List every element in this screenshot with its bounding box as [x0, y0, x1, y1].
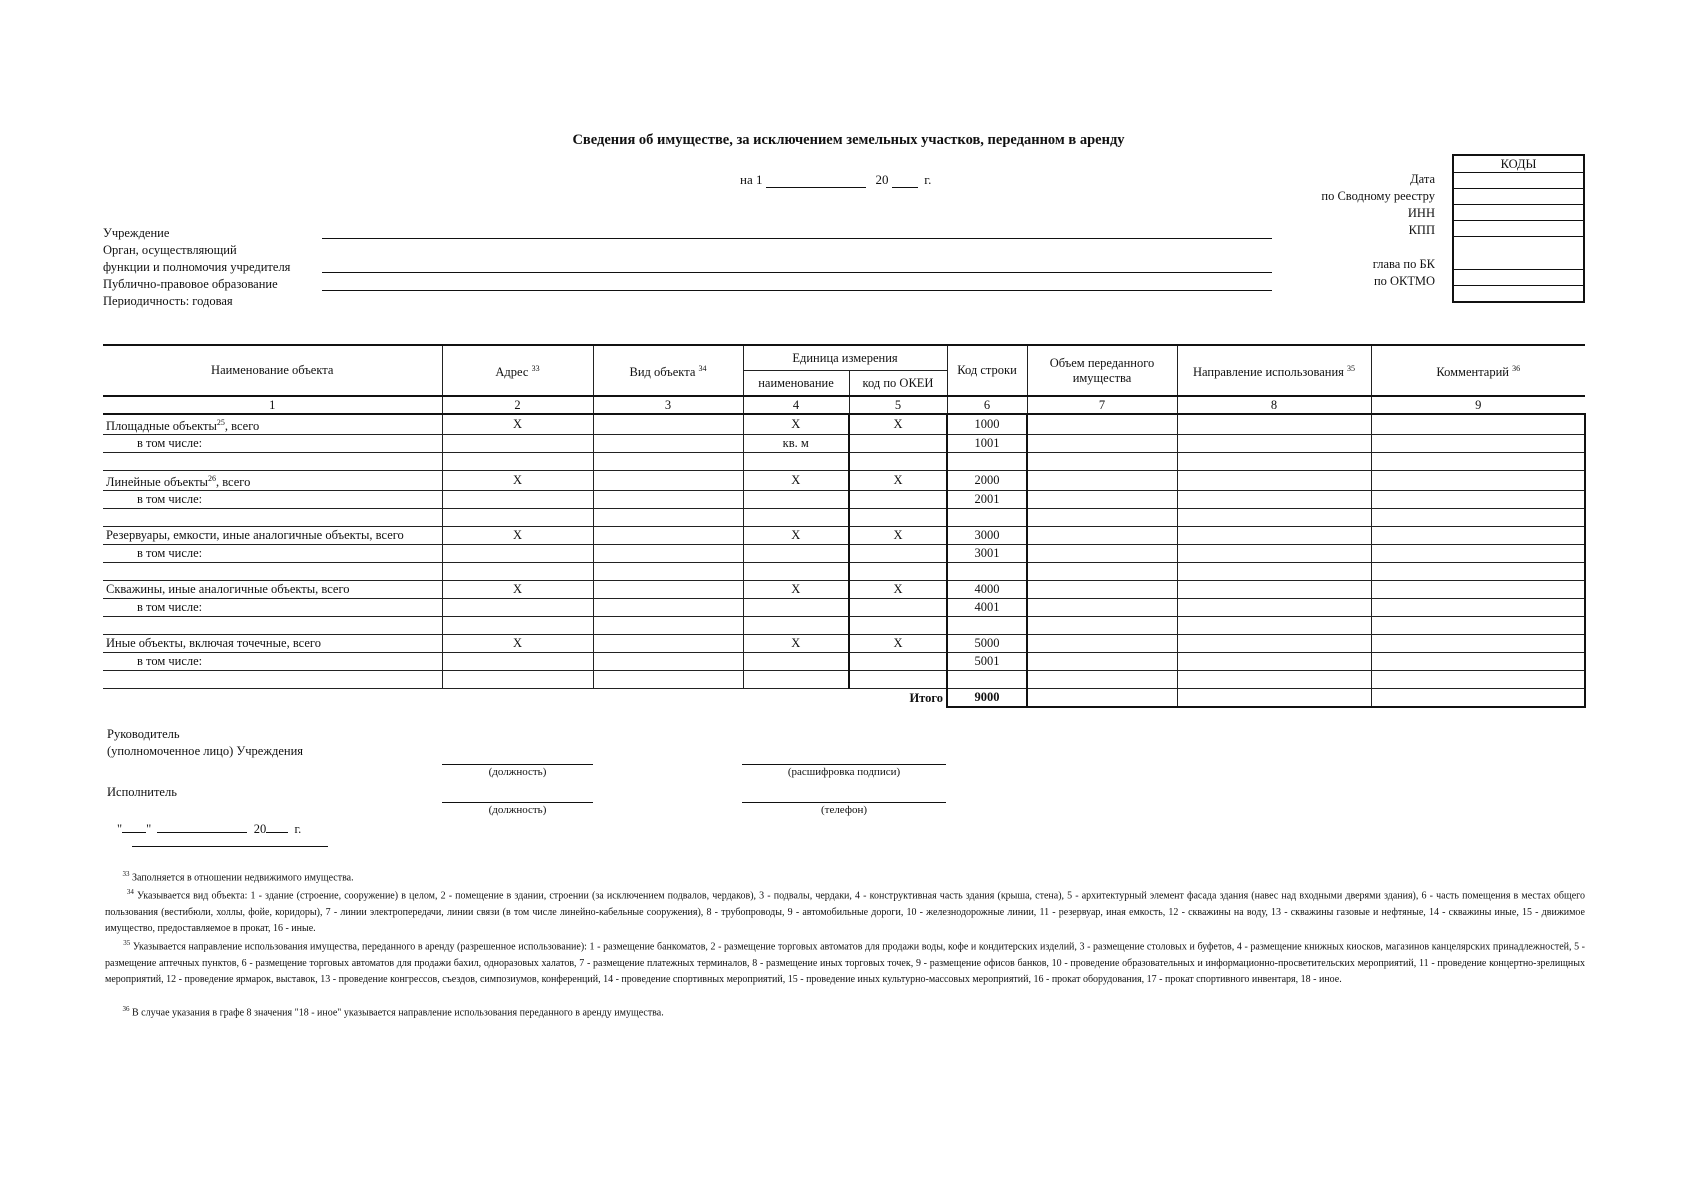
blank-address-cell[interactable] — [442, 617, 593, 635]
blank-name-cell — [103, 671, 442, 689]
sub-volume-cell[interactable] — [1027, 599, 1177, 617]
blank-code-cell[interactable] — [947, 563, 1027, 581]
sub-type-cell[interactable] — [593, 491, 743, 509]
sub-direction-cell[interactable] — [1177, 545, 1371, 563]
executor-label: Исполнитель — [107, 785, 177, 799]
group-comment-cell[interactable] — [1371, 414, 1585, 435]
blank-code-cell[interactable] — [947, 509, 1027, 527]
group-address-x: X — [442, 471, 593, 491]
total-direction-cell[interactable] — [1177, 689, 1371, 708]
sub-unit-name[interactable] — [743, 545, 849, 563]
blank-volume-cell[interactable] — [1027, 617, 1177, 635]
group-direction-cell[interactable] — [1177, 414, 1371, 435]
code-kpp-cell[interactable] — [1453, 221, 1584, 237]
report-date-line — [740, 172, 931, 188]
sub-comment-cell[interactable] — [1371, 653, 1585, 671]
group-address-x: X — [442, 581, 593, 599]
blank-name-cell — [103, 453, 442, 471]
group-okei-x: X — [849, 471, 947, 491]
group-line-code: 5000 — [947, 635, 1027, 653]
blank-name-cell — [103, 617, 442, 635]
blank-type-cell[interactable] — [593, 617, 743, 635]
date-year-prefix: 20 — [875, 172, 889, 187]
sub-comment-cell[interactable] — [1371, 435, 1585, 453]
col-num: 1 — [103, 396, 442, 414]
blank-type-cell[interactable] — [593, 453, 743, 471]
head-position-field[interactable] — [442, 764, 593, 765]
group-unit-x: X — [743, 527, 849, 545]
blank-okei-cell[interactable] — [849, 453, 947, 471]
blank-unit-cell[interactable] — [743, 453, 849, 471]
sub-volume-cell[interactable] — [1027, 491, 1177, 509]
blank-comment-cell[interactable] — [1371, 671, 1585, 689]
group-okei-x: X — [849, 635, 947, 653]
kpp-code-label: КПП — [1408, 223, 1435, 237]
group-name: Иные объекты, включая точечные, всего — [103, 635, 442, 653]
group-line-code: 3000 — [947, 527, 1027, 545]
executor-phone-caption: (телефон) — [820, 804, 868, 816]
group-type-cell[interactable] — [593, 527, 743, 545]
sub-unit-name[interactable] — [743, 599, 849, 617]
group-type-cell[interactable] — [593, 471, 743, 491]
blank-unit-cell[interactable] — [743, 671, 849, 689]
sub-address-cell[interactable] — [442, 435, 593, 453]
sub-line-code: 1001 — [947, 435, 1027, 453]
group-address-x: X — [442, 635, 593, 653]
group-direction-cell[interactable] — [1177, 635, 1371, 653]
group-volume-cell[interactable] — [1027, 471, 1177, 491]
header-direction: Направление использования $^{35}$ — [1177, 345, 1371, 396]
group-rows — [103, 414, 1585, 689]
sub-type-cell[interactable] — [593, 435, 743, 453]
organ-label-line1: Орган, осуществляющий — [103, 243, 237, 257]
head-position-caption: (должность) — [488, 766, 547, 778]
blank-code-cell[interactable] — [947, 671, 1027, 689]
date-day-month-field[interactable] — [766, 173, 866, 188]
blank-comment-cell[interactable] — [1371, 563, 1585, 581]
code-registry-cell[interactable] — [1453, 189, 1584, 205]
group-direction-cell[interactable] — [1177, 527, 1371, 545]
group-comment-cell[interactable] — [1371, 581, 1585, 599]
date-suffix: г. — [924, 172, 932, 187]
code-glava-cell[interactable] — [1453, 237, 1584, 270]
blank-type-cell[interactable] — [593, 671, 743, 689]
footnote-34: $^{34}$ Указывается вид объекта: 1 - здание (строение, сооружение) в целом, 2 - помещение в здании, строении (за исключением подвалов, чердаков), 3 - подвалы, чердаки, 4 - конструктивная часть здания (крыша, стена), 5 - архитектурный элемент фасада здания (навес над входными дверями здания), 6 - часть помещения в местах общего пользования (вестибюли, холлы, фойе, коридоры), 7 - линии электропередачи, линии связи (в том числе линейно-кабельные сооружения), 8 - трубопроводы, 9 - автомобильные дороги, 10 - железнодорожные линии, 11 - резервуар, иная емкость, 12 - скважины на воду, 13 - скважины газовые и нефтяные, 14 - скважины иные, 15 - движимое имущество, предоставляемое в прокат, 16 - иные. — [105, 888, 1586, 935]
head-label-line2: (уполномоченное лицо) Учреждения — [107, 744, 304, 758]
sub-volume-cell[interactable] — [1027, 653, 1177, 671]
head-decode-field[interactable] — [742, 764, 946, 765]
code-inn-cell[interactable] — [1453, 205, 1584, 221]
group-type-cell[interactable] — [593, 581, 743, 599]
blank-okei-cell[interactable] — [849, 563, 947, 581]
sub-okei-cell[interactable] — [849, 599, 947, 617]
header-name: Наименование объекта — [103, 345, 442, 396]
group-volume-cell[interactable] — [1027, 527, 1177, 545]
header-comment: Комментарий $^{36}$ — [1371, 345, 1585, 396]
blank-unit-cell[interactable] — [743, 617, 849, 635]
periodicity-label: Периодичность: годовая — [103, 294, 233, 308]
blank-direction-cell[interactable] — [1177, 671, 1371, 689]
group-line-code: 4000 — [947, 581, 1027, 599]
group-comment-cell[interactable] — [1371, 527, 1585, 545]
sub-direction-cell[interactable] — [1177, 435, 1371, 453]
sub-type-cell[interactable] — [593, 599, 743, 617]
group-name: Резервуары, емкости, иные аналогичные объекты, всего — [103, 527, 442, 545]
blank-unit-cell[interactable] — [743, 563, 849, 581]
sub-line-code: 4001 — [947, 599, 1027, 617]
blank-volume-cell[interactable] — [1027, 671, 1177, 689]
sub-comment-cell[interactable] — [1371, 545, 1585, 563]
sub-direction-cell[interactable] — [1177, 599, 1371, 617]
group-address-x: X — [442, 414, 593, 435]
blank-type-cell[interactable] — [593, 509, 743, 527]
col-num: 9 — [1371, 396, 1585, 414]
header-type: Вид объекта $^{34}$ — [593, 345, 743, 396]
blank-okei-cell[interactable] — [849, 617, 947, 635]
group-volume-cell[interactable] — [1027, 414, 1177, 435]
blank-unit-cell[interactable] — [743, 509, 849, 527]
public-entity-field[interactable] — [322, 290, 1272, 291]
blank-name-cell — [103, 509, 442, 527]
blank-okei-cell[interactable] — [849, 671, 947, 689]
sign-day-field[interactable] — [122, 832, 146, 833]
glava-code-label: глава по БК — [1372, 257, 1435, 271]
group-comment-cell[interactable] — [1371, 635, 1585, 653]
header-volume: Объем переданного имущества — [1027, 345, 1177, 396]
blank-code-cell[interactable] — [947, 617, 1027, 635]
oktmo-code-label: по ОКТМО — [1373, 274, 1435, 288]
footnote-separator — [132, 846, 328, 847]
col-num: 4 — [743, 396, 849, 414]
total-spacer — [103, 689, 849, 708]
group-line-code: 2000 — [947, 471, 1027, 491]
public-entity-label: Публично-правовое образование — [103, 277, 278, 291]
blank-address-cell[interactable] — [442, 453, 593, 471]
blank-code-cell[interactable] — [947, 453, 1027, 471]
date-code-label: Дата — [1410, 172, 1435, 186]
blank-address-cell[interactable] — [442, 509, 593, 527]
col-num: 6 — [947, 396, 1027, 414]
group-direction-cell[interactable] — [1177, 581, 1371, 599]
sub-direction-cell[interactable] — [1177, 491, 1371, 509]
sub-unit-name[interactable] — [743, 653, 849, 671]
blank-volume-cell[interactable] — [1027, 509, 1177, 527]
sub-direction-cell[interactable] — [1177, 653, 1371, 671]
sub-okei-cell[interactable] — [849, 545, 947, 563]
blank-direction-cell[interactable] — [1177, 453, 1371, 471]
blank-volume-cell[interactable] — [1027, 563, 1177, 581]
sub-volume-cell[interactable] — [1027, 545, 1177, 563]
head-decode-caption: (расшифровка подписи) — [787, 766, 901, 778]
blank-name-cell — [103, 563, 442, 581]
group-volume-cell[interactable] — [1027, 581, 1177, 599]
sub-address-cell[interactable] — [442, 491, 593, 509]
sub-line-code: 3001 — [947, 545, 1027, 563]
header-line-code: Код строки — [947, 345, 1027, 396]
col-num: 2 — [442, 396, 593, 414]
col-num: 5 — [849, 396, 947, 414]
group-direction-cell[interactable] — [1177, 471, 1371, 491]
total-code: 9000 — [947, 689, 1027, 708]
code-periodicity-cell[interactable] — [1453, 286, 1584, 303]
inn-code-label: ИНН — [1407, 206, 1435, 220]
sub-okei-cell[interactable] — [849, 653, 947, 671]
col-num: 7 — [1027, 396, 1177, 414]
sub-comment-cell[interactable] — [1371, 599, 1585, 617]
sub-comment-cell[interactable] — [1371, 491, 1585, 509]
group-sub-label: в том числе: — [103, 491, 442, 509]
sub-volume-cell[interactable] — [1027, 435, 1177, 453]
col-num: 3 — [593, 396, 743, 414]
group-volume-cell[interactable] — [1027, 635, 1177, 653]
head-label-line1: Руководитель — [107, 727, 180, 741]
property-table — [103, 344, 1586, 708]
blank-volume-cell[interactable] — [1027, 453, 1177, 471]
group-sub-label: в том числе: — [103, 435, 442, 453]
group-name: Линейные объекты$^{26}$, всего — [103, 471, 442, 491]
group-comment-cell[interactable] — [1371, 471, 1585, 491]
footnote-36: $^{36}$ В случае указания в графе 8 значения "18 - иное" указывается направление использования переданного в аренду имущества. — [122, 1005, 664, 1019]
sub-okei-cell[interactable] — [849, 491, 947, 509]
group-name: Скважины, иные аналогичные объекты, всего — [103, 581, 442, 599]
col-num: 8 — [1177, 396, 1371, 414]
blank-direction-cell[interactable] — [1177, 563, 1371, 581]
executor-phone-field[interactable] — [742, 802, 946, 803]
blank-address-cell[interactable] — [442, 671, 593, 689]
executor-position-field[interactable] — [442, 802, 593, 803]
date-prefix: на 1 — [740, 172, 763, 187]
sub-address-cell[interactable] — [442, 599, 593, 617]
sign-month-field[interactable] — [157, 832, 247, 833]
group-unit-x: X — [743, 635, 849, 653]
form-title: Сведения об имуществе, за исключением земельных участков, переданном в аренду — [572, 132, 1125, 148]
header-unit-name: наименование — [743, 371, 849, 397]
sub-unit-name[interactable]: кв. м — [743, 435, 849, 453]
sign-date-line: " " 20 г. — [117, 822, 302, 836]
code-oktmo-cell[interactable] — [1453, 270, 1584, 286]
group-type-cell[interactable] — [593, 414, 743, 435]
group-unit-x: X — [743, 471, 849, 491]
codes-header: КОДЫ — [1453, 155, 1584, 173]
header-address: Адрес $^{33}$ — [442, 345, 593, 396]
registry-code-label: по Сводному реестру — [1321, 189, 1435, 203]
group-okei-x: X — [849, 414, 947, 435]
group-name: Площадные объекты$^{25}$, всего — [103, 414, 442, 435]
header-unit-code: код по ОКЕИ — [849, 371, 947, 397]
sub-address-cell[interactable] — [442, 653, 593, 671]
blank-direction-cell[interactable] — [1177, 617, 1371, 635]
blank-comment-cell[interactable] — [1371, 617, 1585, 635]
group-okei-x: X — [849, 581, 947, 599]
group-sub-label: в том числе: — [103, 599, 442, 617]
group-line-code: 1000 — [947, 414, 1027, 435]
sub-type-cell[interactable] — [593, 545, 743, 563]
blank-comment-cell[interactable] — [1371, 509, 1585, 527]
blank-comment-cell[interactable] — [1371, 453, 1585, 471]
blank-address-cell[interactable] — [442, 563, 593, 581]
group-sub-label: в том числе: — [103, 545, 442, 563]
total-volume-cell[interactable] — [1027, 689, 1177, 708]
footnote-35: $^{35}$ Указывается направление использования имущества, переданного в аренду (разрешенное использование): 1 - размещение банкоматов, 2 - размещение торговых автоматов для продажи воды, кофе и кондитерских изделий, 3 - размещение столовых и буфетов, 4 - размещение книжных киосков, магазинов канцелярских принадлежностей, 5 - размещение аптечных пунктов, 6 - размещение торговых автоматов для продажи бахил, одноразовых халатов, 7 - размещение платежных терминалов, 8 - размещение иных торговых точек, 9 - размещение офисов банков, 10 - проведение образовательных и информационно-просветительских мероприятий, 11 - проведение концертно-зрелищных мероприятий, 12 - проведение ярмарок, выставок, 13 - проведение конгрессов, съездов, симпозиумов, конференций, 14 - проведение спортивных мероприятий, 15 - проведение иных культурно-массовых мероприятий, 16 - прокат оборудования, 17 - прокат спортивного инвентаря, 18 - иное. — [105, 939, 1586, 986]
total-label: Итого — [909, 690, 944, 705]
sub-line-code: 2001 — [947, 491, 1027, 509]
sub-type-cell[interactable] — [593, 653, 743, 671]
blank-okei-cell[interactable] — [849, 509, 947, 527]
institution-label: Учреждение — [103, 226, 170, 240]
group-sub-label: в том числе: — [103, 653, 442, 671]
organ-field[interactable] — [322, 272, 1272, 273]
institution-field[interactable] — [322, 238, 1272, 239]
blank-direction-cell[interactable] — [1177, 509, 1371, 527]
total-comment-cell[interactable] — [1371, 689, 1585, 708]
date-year-field[interactable] — [892, 173, 918, 188]
sub-unit-name[interactable] — [743, 491, 849, 509]
blank-type-cell[interactable] — [593, 563, 743, 581]
sub-line-code: 5001 — [947, 653, 1027, 671]
group-unit-x: X — [743, 581, 849, 599]
group-type-cell[interactable] — [593, 635, 743, 653]
sign-year-field[interactable] — [266, 832, 288, 833]
group-address-x: X — [442, 527, 593, 545]
organ-label-line2: функции и полномочия учредителя — [103, 260, 291, 274]
code-date-cell[interactable] — [1453, 173, 1584, 189]
group-okei-x: X — [849, 527, 947, 545]
sub-okei-cell[interactable] — [849, 435, 947, 453]
executor-position-caption: (должность) — [488, 804, 547, 816]
group-unit-x: X — [743, 414, 849, 435]
header-unit: Единица измерения — [743, 345, 947, 371]
sub-address-cell[interactable] — [442, 545, 593, 563]
footnote-33: $^{33}$ Заполняется в отношении недвижимого имущества. — [122, 870, 354, 884]
codes-box — [1452, 154, 1585, 303]
